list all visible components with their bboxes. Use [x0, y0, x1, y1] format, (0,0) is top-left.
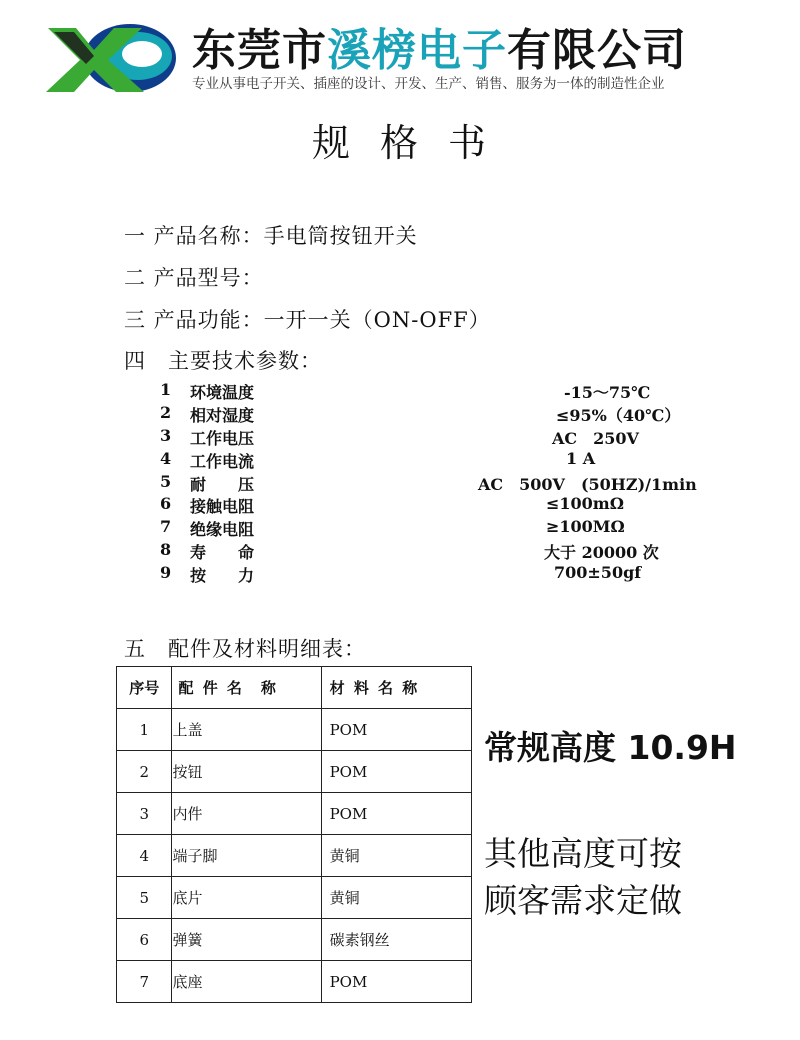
param-num: 1: [160, 380, 172, 399]
table-row: [117, 751, 472, 793]
cell-material: 碳素钢丝: [321, 919, 471, 961]
param-row: [160, 563, 700, 585]
custom-height-note-line1: 其他高度可按: [484, 834, 682, 873]
table-row: [117, 835, 472, 877]
param-name: 寿 命: [190, 543, 255, 562]
table-row: [117, 709, 472, 751]
param-value: ≥100MΩ: [546, 517, 625, 536]
cell-material: POM: [321, 793, 471, 835]
cell-part: 内件: [172, 793, 321, 835]
param-num: 5: [160, 472, 172, 491]
param-row: [160, 403, 700, 425]
param-row: [160, 426, 700, 448]
cell-material: 黄铜: [321, 877, 471, 919]
param-value: 700±50gf: [554, 563, 642, 582]
param-name: 绝缘电阻: [190, 520, 255, 539]
cell-material: 黄铜: [321, 835, 471, 877]
cell-material: POM: [321, 961, 471, 1003]
param-num: 8: [160, 540, 172, 559]
param-row: [160, 494, 700, 516]
section-product-function: 三 产品功能：一开一关（ON-OFF）: [124, 308, 491, 332]
param-name: 工作电流: [190, 452, 255, 471]
section-parts-materials: 五 配件及材料明细表：: [124, 637, 366, 661]
cell-part: 端子脚: [172, 835, 321, 877]
custom-height-note-line2: 顾客需求定做: [484, 881, 682, 920]
param-name: 接触电阻: [190, 497, 255, 516]
col-header-no: 序号: [117, 667, 172, 709]
param-value: 1 A: [566, 449, 596, 468]
col-header-part: 配 件 名 称: [172, 667, 321, 709]
param-name: 环境温度: [190, 383, 255, 402]
document-title: 规格书: [311, 121, 516, 165]
param-value: -15～75℃: [564, 383, 651, 402]
cell-part: 底片: [172, 877, 321, 919]
param-value: AC 500V (50HZ)/1min: [478, 475, 697, 494]
cell-no: 1: [117, 709, 172, 751]
table-row: [117, 793, 472, 835]
cell-part: 弹簧: [172, 919, 321, 961]
company-name-part2: 有限公司: [507, 25, 687, 76]
cell-no: 5: [117, 877, 172, 919]
table-header-row: [117, 667, 472, 709]
param-name: 工作电压: [190, 429, 255, 448]
section-product-model: 二 产品型号：: [124, 266, 264, 290]
cell-no: 7: [117, 961, 172, 1003]
company-name-part1: 东莞市: [192, 25, 327, 76]
parts-table: [116, 666, 472, 1003]
cell-no: 3: [117, 793, 172, 835]
table-row: [117, 961, 472, 1003]
cell-no: 4: [117, 835, 172, 877]
param-value: AC 250V: [552, 429, 639, 448]
table-row: [117, 919, 472, 961]
section-tech-params: 四 主要技术参数：: [124, 349, 322, 373]
param-value: ≤100mΩ: [546, 494, 624, 513]
cell-no: 6: [117, 919, 172, 961]
param-row: [160, 380, 700, 402]
standard-height-note: 常规高度 10.9H: [484, 728, 737, 767]
param-num: 6: [160, 494, 172, 513]
param-row: [160, 449, 700, 471]
cell-part: 上盖: [172, 709, 321, 751]
company-name: [192, 14, 687, 78]
param-row: [160, 472, 700, 494]
param-value: 大于 20000 次: [544, 543, 659, 562]
param-name: 相对湿度: [190, 406, 255, 425]
col-header-material: 材 料 名 称: [321, 667, 471, 709]
param-row: [160, 517, 700, 539]
company-name-highlight: 溪榜电子: [327, 25, 507, 76]
cell-part: 底座: [172, 961, 321, 1003]
cell-material: POM: [321, 709, 471, 751]
company-tagline: 专业从事电子开关、插座的设计、开发、生产、销售、服务为一体的制造性企业: [192, 76, 665, 92]
param-name: 按 力: [190, 566, 255, 585]
param-value: ≤95%（40℃）: [556, 406, 681, 425]
param-row: [160, 540, 700, 562]
param-num: 9: [160, 563, 172, 582]
section-product-name: 一 产品名称：手电筒按钮开关: [124, 224, 418, 248]
param-name: 耐 压: [190, 475, 255, 494]
param-num: 4: [160, 449, 172, 468]
cell-no: 2: [117, 751, 172, 793]
param-num: 7: [160, 517, 172, 536]
table-row: [117, 877, 472, 919]
cell-part: 按钮: [172, 751, 321, 793]
company-logo: [46, 20, 178, 94]
param-num: 2: [160, 403, 172, 422]
param-num: 3: [160, 426, 172, 445]
cell-material: POM: [321, 751, 471, 793]
